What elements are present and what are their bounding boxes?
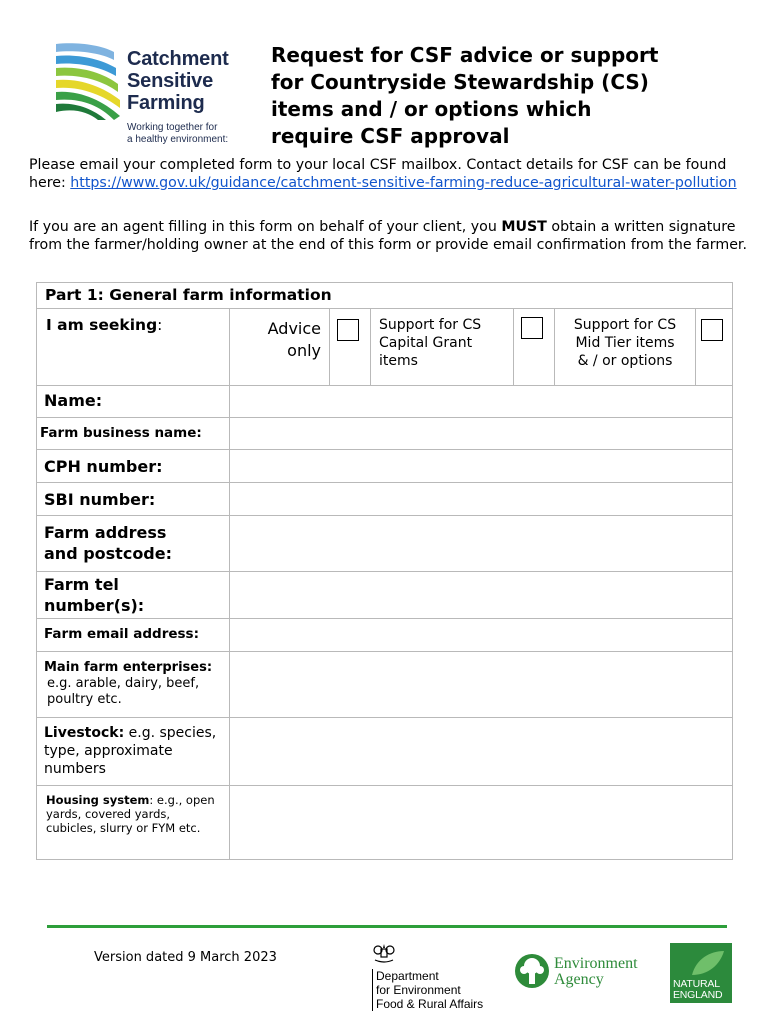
business-name-label: Farm business name: [40, 425, 202, 441]
farm-tel-input[interactable] [230, 572, 733, 618]
logo-line-2: Sensitive [127, 70, 214, 92]
seeking-label: I am seeking: [46, 316, 163, 334]
farm-address-label: Farm address and postcode: [44, 523, 173, 563]
footer-divider [47, 925, 727, 928]
row-divider [37, 308, 732, 309]
csf-logo-wordmark [127, 48, 229, 145]
farm-tel-label: Farm tel number(s): [44, 575, 145, 615]
environment-agency-logo-icon [513, 952, 551, 990]
csf-logo-icon [54, 42, 124, 122]
ea-line-2: Agency [554, 971, 604, 988]
business-name-input[interactable] [230, 418, 733, 449]
farm-information-table [36, 282, 733, 860]
intro-must: MUST [501, 219, 547, 235]
logo-tagline [127, 122, 257, 146]
livestock-label: Livestock: e.g. species, type, approximate numbers [44, 725, 217, 777]
housing-system-input[interactable] [230, 786, 733, 860]
defra-line-1: Department [376, 969, 439, 983]
capital-grant-checkbox[interactable] [521, 317, 543, 339]
housing-system-label: Housing system: e.g., open yards, covered yards, cubicles, slurry or FYM etc. [46, 793, 215, 835]
logo-line-3: Farming [127, 92, 205, 114]
advice-only-checkbox[interactable] [337, 319, 359, 341]
name-input[interactable] [230, 386, 733, 417]
defra-line-3: Food & Rural Affairs [376, 997, 484, 1011]
name-label: Name: [44, 391, 103, 410]
column-divider [554, 308, 555, 385]
intro-agent-instructions [29, 218, 749, 254]
enterprises-label: Main farm enterprises: e.g. arable, dairy, beef, poultry etc. [44, 660, 213, 707]
cph-number-label: CPH number: [44, 457, 163, 476]
logo-tagline-1: Working together for [127, 122, 218, 133]
environment-agency-logo [513, 952, 653, 992]
sbi-number-label: SBI number: [44, 490, 156, 509]
column-divider [695, 308, 696, 385]
column-divider [513, 308, 514, 385]
section-title: Part 1: General farm information [45, 286, 332, 304]
natural-england-leaf-icon [690, 949, 726, 977]
defra-crest-icon [372, 942, 396, 964]
sbi-number-input[interactable] [230, 483, 733, 515]
natural-england-logo-icon [670, 943, 732, 1003]
logo-tagline-2: a healthy environment: [127, 134, 229, 145]
title-line-1: Request for CSF advice or support [271, 43, 659, 67]
intro-agent-text-1: If you are an agent filling in this form on behalf of your client, you [29, 219, 502, 235]
intro-email-instructions [29, 156, 749, 192]
title-line-3: items and / or options which [271, 97, 592, 121]
cph-number-input[interactable] [230, 450, 733, 482]
title-line-4: require CSF approval [271, 124, 510, 148]
csf-guidance-link[interactable]: https://www.gov.uk/guidance/catchment-sensitive-farming-reduce-agricultural-water-pollution [70, 175, 737, 191]
farm-email-input[interactable] [230, 619, 733, 651]
defra-logo [372, 942, 483, 1011]
livestock-input[interactable] [230, 718, 733, 785]
ne-line-2: ENGLAND [673, 989, 723, 1001]
version-date: Version dated 9 March 2023 [94, 950, 277, 965]
option-capital-grant-label: Support for CS Capital Grant items [379, 317, 482, 369]
column-divider [370, 308, 371, 385]
column-divider [329, 308, 330, 385]
title-line-2: for Countryside Stewardship (CS) [271, 70, 649, 94]
farm-email-label: Farm email address: [44, 626, 199, 642]
option-advice-only-label: Advice only [267, 319, 321, 360]
defra-line-2: for Environment [376, 983, 461, 997]
enterprises-input[interactable] [230, 652, 733, 717]
form-title [271, 42, 751, 150]
intro-email-text: Please email your completed form to your local CSF mailbox. Contact details for CSF can be found here: [29, 157, 727, 191]
intro-agent-text-2: obtain a written signature from the farmer/holding owner at the end of this form or provide email confirmation from the farmer. [29, 219, 747, 253]
logo-line-1: Catchment [127, 48, 229, 70]
ne-line-1: NATURAL [673, 978, 720, 990]
mid-tier-checkbox[interactable] [701, 319, 723, 341]
option-mid-tier-label: Support for CS Mid Tier items & / or options [573, 317, 677, 369]
farm-address-input[interactable] [230, 516, 733, 571]
ea-line-1: Environment [554, 955, 638, 972]
